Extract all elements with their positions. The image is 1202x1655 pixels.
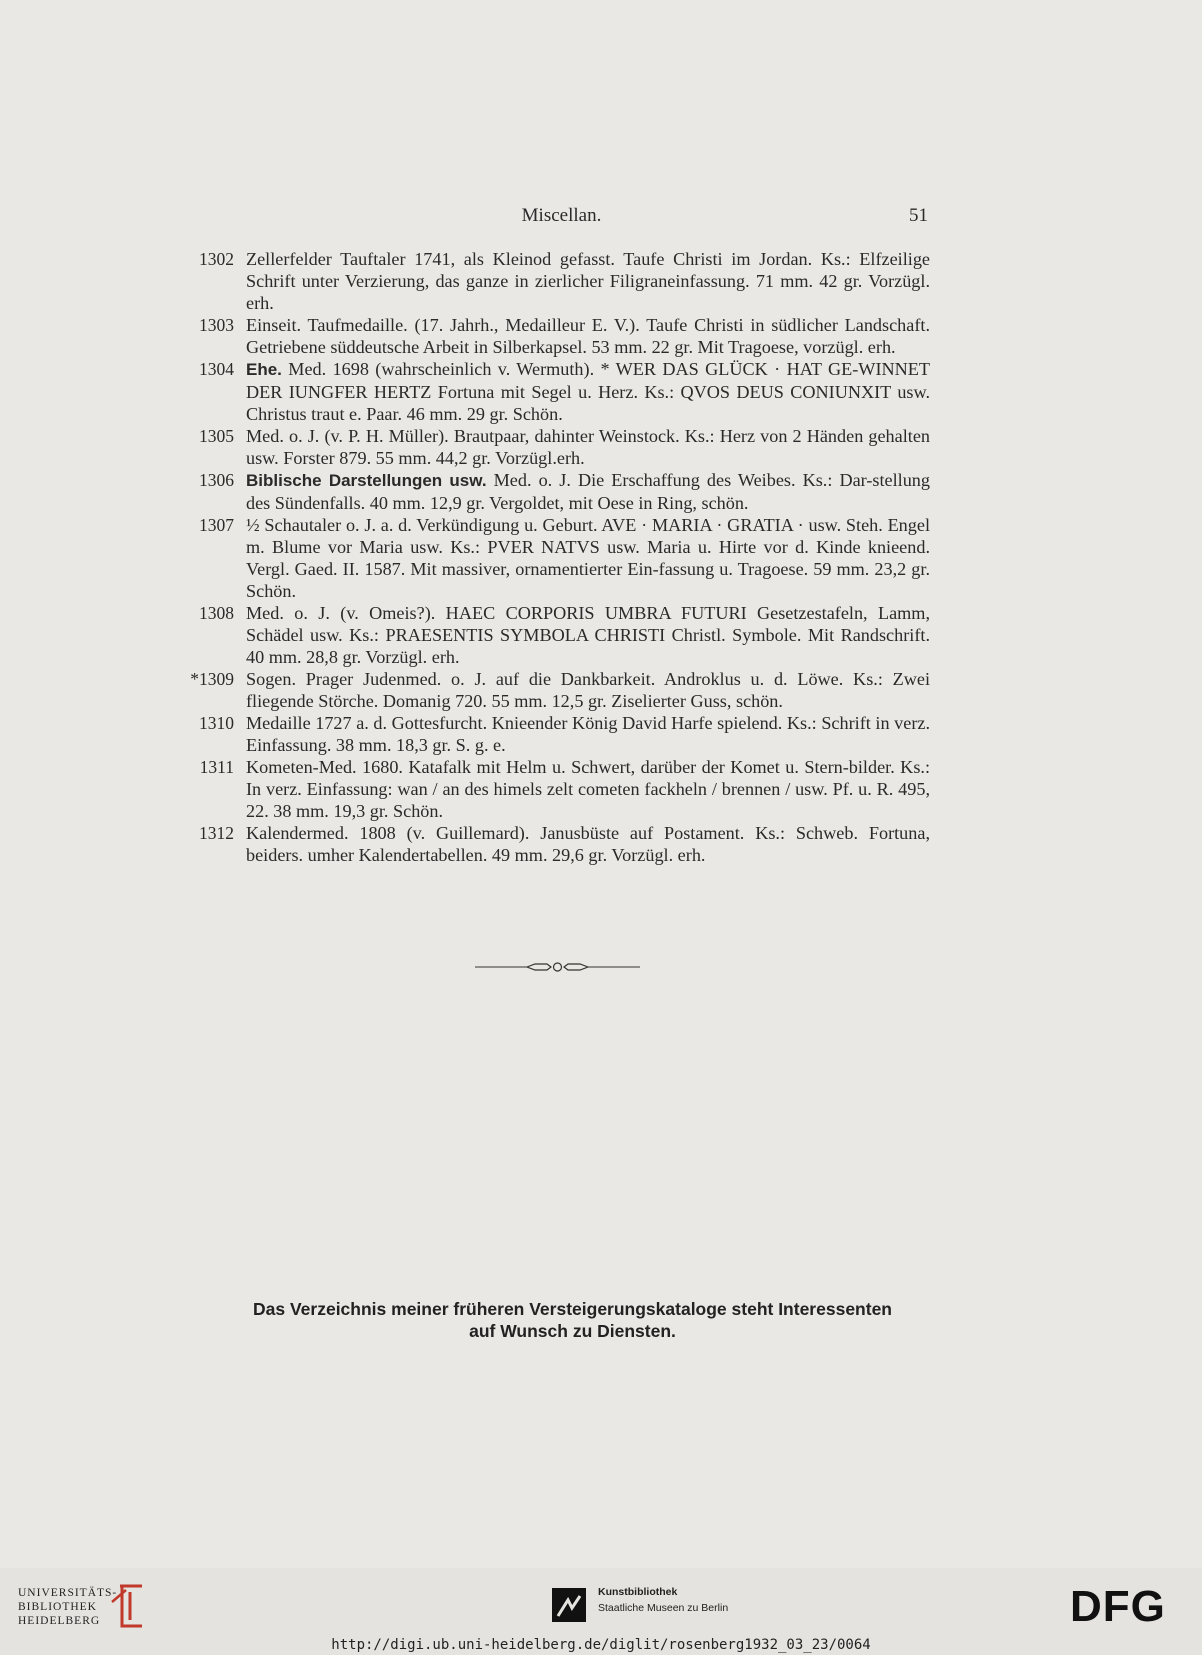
entry-number: 1311 — [199, 757, 234, 777]
running-head — [195, 205, 928, 231]
catalog-entry — [180, 358, 930, 425]
page-number: 51 — [909, 205, 928, 226]
entry-text — [246, 712, 930, 756]
catalog-entry — [180, 712, 930, 756]
section-title: Miscellan. — [521, 205, 602, 226]
entry-heading: Ehe. — [246, 360, 282, 379]
permalink-url[interactable]: http://digi.ub.uni-heidelberg.de/diglit/rosenberg1932_03_23/0064 — [0, 1635, 1202, 1655]
entry-body: ½ Schautaler o. J. a. d. Verkündigung u. Geburt. AVE · MARIA · GRATIA · usw. Steh. Engel m. Blume vor Maria usw. Ks.: PVER NATVS usw. Maria u. Hirte vor d. Kinde knieend. Vergl. Gaed. II. 1587. Mit massiver, ornamentierter Ein-fassung u. Tragoese. 59 mm. 23,2 gr. Schön. — [246, 515, 930, 601]
entry-text — [246, 822, 930, 866]
entry-body: Sogen. Prager Judenmed. o. J. auf die Dankbarkeit. Androklus u. d. Löwe. Ks.: Zwei fliegende Störche. Domanig 720. 55 mm. 12,5 gr. Ziselierter Guss, schön. — [246, 669, 930, 711]
entry-text — [246, 248, 930, 314]
entry-body: Med. 1698 (wahrscheinlich v. Wermuth). * WER DAS GLÜCK · HAT GE-WINNET DER IUNGFER HERTZ Fortuna mit Segel u. Herz. Ks.: QVOS DEUS CONIUNXIT usw. Christus traut e. Paar. 46 mm. 29 gr. Schön. — [246, 359, 931, 424]
kunstbibliothek-logo-text — [598, 1584, 728, 1616]
entry-number: 1308 — [199, 603, 234, 623]
uni-heidelberg-logo-text — [18, 1586, 117, 1628]
entry-number: 1312 — [199, 823, 234, 843]
entry-body: Kometen-Med. 1680. Katafalk mit Helm u. Schwert, darüber der Komet u. Stern-bilder. Ks.: In verz. Einfassung: wan / an des himels zelt cometen fackheln / brennen / usw. Pf. u. R. 495, 22. 38 mm. 19,3 gr. Schön. — [246, 757, 930, 821]
entry-body: Med. o. J. (v. P. H. Müller). Brautpaar, dahinter Weinstock. Ks.: Herz von 2 Händen gehalten usw. Forster 879. 55 mm. 44,2 gr. Vorzügl.erh. — [246, 426, 930, 468]
uni-logo-line-1: UNIVERSITÄTS- — [18, 1587, 118, 1599]
closing-note-line-2: auf Wunsch zu Diensten. — [469, 1321, 676, 1341]
entry-number: 1305 — [199, 426, 234, 446]
catalog-entry — [180, 668, 930, 712]
entry-body: Einseit. Taufmedaille. (17. Jahrh., Medailleur E. V.). Taufe Christi in südlicher Landschaft. Getriebene süddeutsche Arbeit in Silberkapsel. 53 mm. 22 gr. Mit Tragoese, vorzügl. erh. — [246, 315, 930, 357]
entry-text — [246, 514, 930, 602]
kb-subtitle: Staatliche Museen zu Berlin — [598, 1602, 729, 1614]
entry-text — [246, 668, 930, 712]
kunstbibliothek-mark-icon — [550, 1586, 590, 1624]
closing-note — [200, 1298, 945, 1342]
entry-text — [246, 314, 930, 358]
entry-text — [246, 756, 930, 822]
catalog-entry — [180, 248, 930, 314]
uni-logo-line-3: HEIDELBERG — [18, 1615, 101, 1627]
entry-text — [246, 425, 930, 469]
entry-number: 1303 — [199, 315, 234, 335]
entry-number: 1306 — [199, 470, 234, 490]
kb-name: Kunstbibliothek — [598, 1586, 678, 1598]
catalog-entry — [180, 514, 930, 602]
catalog-entry — [180, 822, 930, 866]
catalog-entry — [180, 425, 930, 469]
catalog-entry — [180, 756, 930, 822]
entry-number: *1309 — [190, 669, 234, 689]
entry-text — [246, 602, 930, 668]
catalog-entries — [180, 248, 930, 866]
entry-text — [246, 358, 930, 425]
ornament-divider — [475, 960, 640, 974]
entry-number: 1310 — [199, 713, 234, 733]
uni-logo-line-2: BIBLIOTHEK — [18, 1601, 97, 1613]
entry-number: 1307 — [199, 515, 234, 535]
entry-heading: Biblische Darstellungen usw. — [246, 471, 487, 490]
logo-bar — [0, 1568, 1202, 1635]
catalog-entry — [180, 602, 930, 668]
entry-body: Med. o. J. (v. Omeis?). HAEC CORPORIS UMBRA FUTURI Gesetzestafeln, Lamm, Schädel usw. Ks.: PRAESENTIS SYMBOLA CHRISTI Christl. Symbole. Mit Randschrift. 40 mm. 28,8 gr. Vorzügl. erh. — [246, 603, 930, 667]
entry-number: 1304 — [199, 359, 234, 379]
entry-body: Medaille 1727 a. d. Gottesfurcht. Knieender König David Harfe spielend. Ks.: Schrift in verz. Einfassung. 38 mm. 18,3 gr. S. g. e. — [246, 713, 930, 755]
uni-heidelberg-mark-icon — [108, 1582, 148, 1630]
entry-number: 1302 — [199, 249, 234, 269]
dfg-logo: DFG — [1070, 1582, 1166, 1631]
catalog-entry — [180, 314, 930, 358]
entry-body: Zellerfelder Tauftaler 1741, als Kleinod gefasst. Taufe Christi im Jordan. Ks.: Elfzeilige Schrift unter Verzierung, das ganze in zierlicher Filigraneinfassung. 71 mm. 42 gr. Vorzügl. erh. — [246, 249, 930, 313]
entry-body: Med. o. J. Die Erschaffung des Weibes. Ks.: Dar-stellung des Sündenfalls. 40 mm. 12,9 gr. Vergoldet, mit Oese in Ring, schön. — [246, 470, 930, 513]
entry-body: Kalendermed. 1808 (v. Guillemard). Janusbüste auf Postament. Ks.: Schweb. Fortuna, beiders. umher Kalendertabellen. 49 mm. 29,6 gr. Vorzügl. erh. — [246, 823, 930, 865]
catalog-entry — [180, 469, 930, 514]
closing-note-line-1: Das Verzeichnis meiner früheren Versteigerungskataloge steht Interessenten — [253, 1299, 892, 1319]
entry-text — [246, 469, 930, 514]
